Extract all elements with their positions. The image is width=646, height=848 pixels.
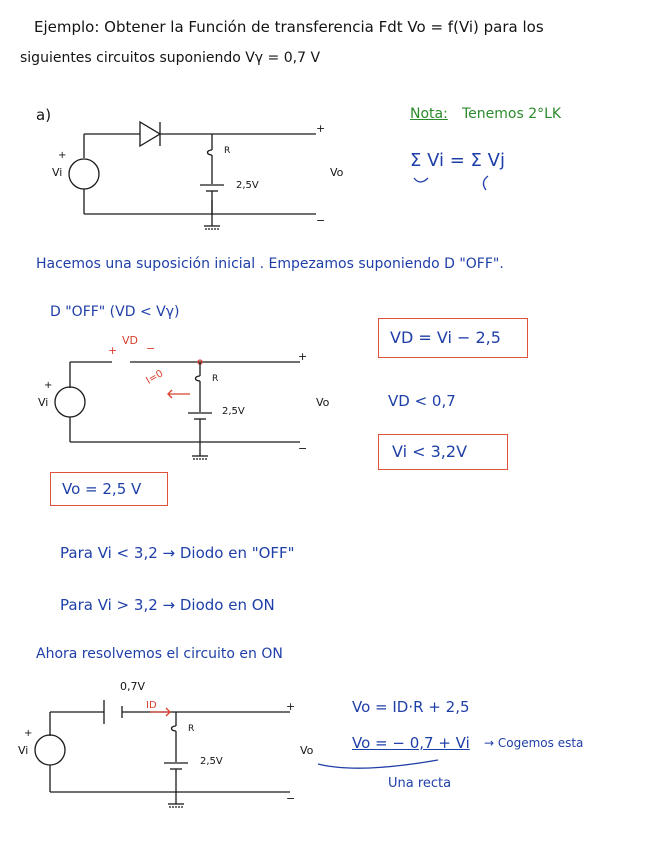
on-eq-1: Vo = ID·R + 2,5 [352,698,470,716]
on-vo-minus: − [286,792,296,805]
off-result-vi: Vi < 3,2V [392,442,468,461]
c1-vo-plus: + [316,122,326,135]
off-vi-label: Vi [38,396,49,409]
on-vo-label: Vo [300,744,314,757]
off-vd-label: VD [122,334,138,347]
note-formula: Σ Vi = Σ Vj [410,150,505,171]
on-case-title: Ahora resolvemos el circuito en ON [36,646,283,662]
conclusion-1: Para Vi < 3,2 → Diodo en "OFF" [60,544,295,562]
c1-vi-label: Vi [52,166,63,179]
assumption-text: Hacemos una suposición inicial . Empezamos suponiendo D "OFF". [36,256,504,272]
off-vo-minus: − [298,442,308,455]
c1-r-label: R [224,146,231,156]
off-vo-plus: + [298,350,308,363]
header-line-2: siguientes circuitos suponiendo Vγ = 0,7 V [20,50,321,66]
on-eq-2-note: → Cogemos esta [484,736,584,750]
off-vo-label: Vo [316,396,330,409]
on-r-label: R [188,724,195,734]
c1-battery-label: 2,5V [236,180,259,191]
on-id-label: ID [146,700,157,711]
off-result-vo: Vo = 2,5 V [62,480,142,498]
c1-vo-label: Vo [330,166,344,179]
conclusion-2: Para Vi > 3,2 → Diodo en ON [60,596,275,614]
c1-plus: + [58,150,67,161]
section-a-label: a) [36,106,52,124]
off-case-title: D "OFF" (VD < Vγ) [50,304,180,320]
header-line-1: Ejemplo: Obtener la Función de transferencia Fdt Vo = f(Vi) para los [34,18,544,36]
off-vd-plus: + [108,344,118,357]
note-title: Nota: [410,106,448,122]
note-text: Tenemos 2°LK [462,106,562,122]
off-battery-label: 2,5V [222,406,245,417]
c1-vo-minus: − [316,214,326,227]
off-eq-vd: VD = Vi − 2,5 [390,328,501,347]
on-eq-2: Vo = − 0,7 + Vi [352,734,470,752]
off-r-label: R [212,374,219,384]
off-cond: VD < 0,7 [388,392,456,410]
on-battery-label: 2,5V [200,756,223,767]
off-vd-minus: − [146,342,156,355]
on-vi-label: Vi [18,744,29,757]
on-vi-plus: + [24,728,33,739]
on-vgamma: 0,7V [120,680,146,693]
on-underbrace-label: Una recta [388,776,452,791]
on-vo-plus: + [286,700,296,713]
off-vi-plus: + [44,380,53,391]
off-current-label: I=0 [144,368,166,387]
